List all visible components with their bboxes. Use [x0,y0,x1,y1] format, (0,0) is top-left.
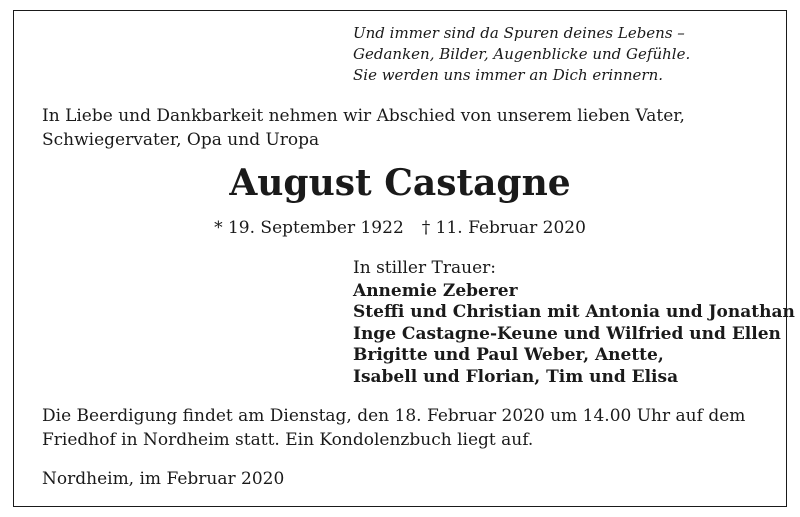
funeral-line: Die Beerdigung findet am Dienstag, den 18. Februar 2020 um 14.00 Uhr auf dem [42,406,746,426]
poem-line: Sie werden uns immer an Dich erinnern. [353,66,664,84]
mourner-line: Steffi und Christian mit Antonia und Jonathan [353,302,795,323]
poem-line: Gedanken, Bilder, Augenblicke und Gefühle. [353,45,691,63]
intro-line: In Liebe und Dankbarkeit nehmen wir Abschied von unserem lieben Vater, [42,106,685,126]
intro-line: Schwiegervater, Opa und Uropa [42,130,320,150]
obituary-notice [13,10,795,507]
funeral-line: Friedhof in Nordheim statt. Ein Kondolenzbuch liegt auf. [42,430,534,450]
life-dates [14,216,786,240]
poem-line: Und immer sind da Spuren deines Lebens – [353,24,685,42]
mourning-label: In stiller Trauer: [353,258,496,278]
mourners-list [353,281,795,388]
farewell-intro [42,104,685,152]
mourner-line: Brigitte und Paul Weber, Anette, [353,345,664,366]
place-and-date: Nordheim, im Februar 2020 [42,469,285,489]
funeral-info [42,404,745,452]
deceased-name: August Castagne [229,162,571,204]
memorial-poem [353,23,690,86]
mourner-line: Annemie Zeberer [353,281,518,301]
birth-date: * 19. September 1922 [214,218,404,238]
mourner-line: Inge Castagne-Keune und Wilfried und Ellen [353,323,781,344]
death-date: † 11. Februar 2020 [421,218,586,238]
mourner-line: Isabell und Florian, Tim und Elisa [353,366,679,387]
